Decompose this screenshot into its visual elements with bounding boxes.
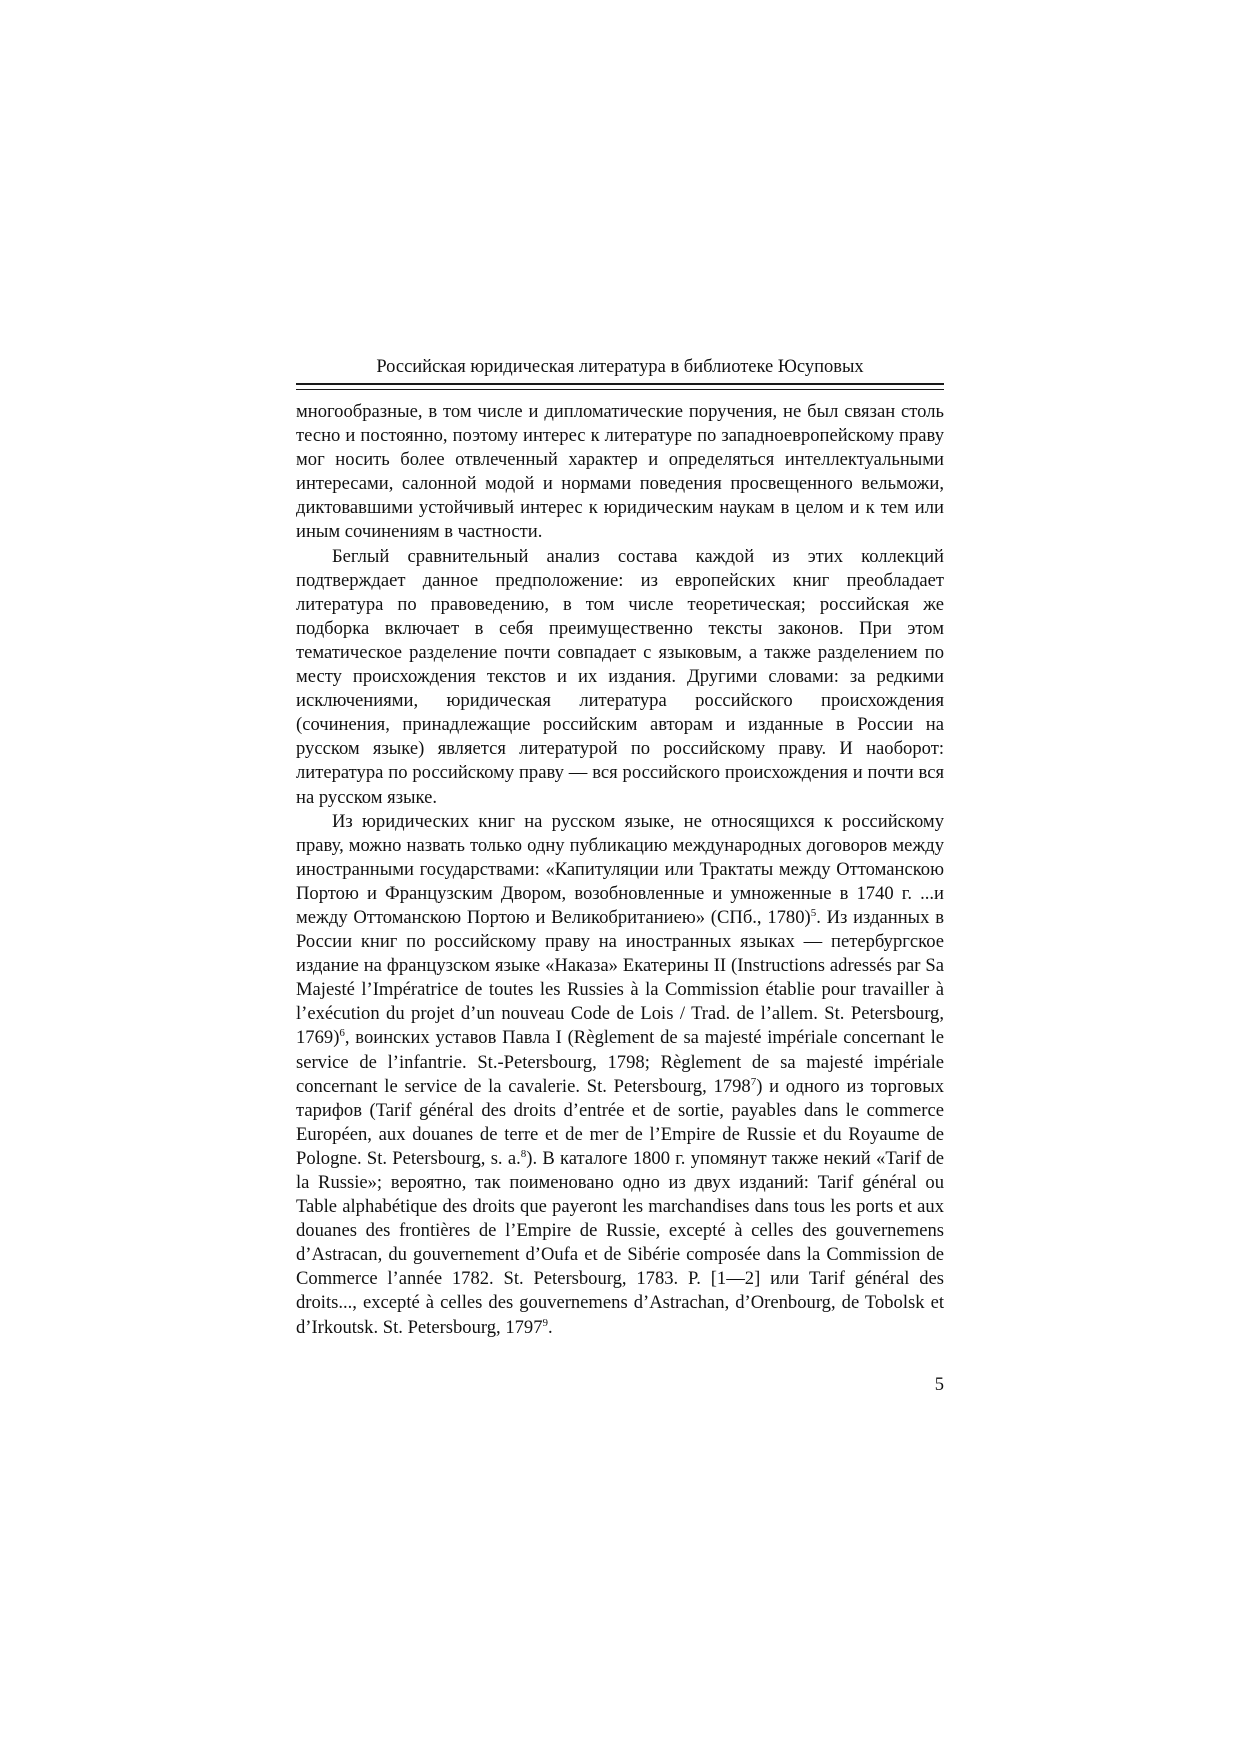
paragraph-text: многообразные, в том числе и дипломатические поручения, не был связан столь тесно и постоянно, поэтому интерес к литературе по западноевропейскому праву мог носить более отвлеченный характер и определяться интеллектуальными интересами, салонной модой и нормами поведения просвещенного вельможи, диктовавшими устойчивый интерес к юридическим наукам в целом и к тем или иным сочинениям в частности. bbox=[296, 401, 944, 543]
running-head: Российская юридическая литература в библиотеке Юсуповых bbox=[376, 357, 864, 377]
paragraph-text: ). В каталоге 1800 г. упомянут также некий «Tarif de la Russie»; вероятно, так поименовано одно из двух изданий: Tarif général ou Table alphabétique des droits que payeront les marchandises dans tous les ports et aux douanes des frontières de l’Empire de Russie, excepté à celles des gouvernemens d’Astracan, du gouvernement d’Oufa et de Sibérie composée dans la Commission de Commerce l’année 1782. St. Petersbourg, 1783. P. [1—2] или Tarif général des droits..., excepté à celles des gouvernemens d’Astrachan, d’Orenbourg, de Tobolsk et d’Irkoutsk. St. Petersbourg, 1797 bbox=[296, 1147, 944, 1338]
footnote-reference: 8 bbox=[520, 1147, 527, 1160]
page-number: 5 bbox=[934, 1375, 944, 1395]
paragraph-text: . bbox=[548, 1316, 553, 1338]
paragraph-text: Из юридических книг на русском языке, не относящихся к российскому праву, можно назвать только одну публикацию международных договоров между иностранными государствами: «Капитуляции или Трактаты между Оттоманскою Портою и Французским Двором, возобновленные и умноженные в 1740 г. ...и между Оттоманскою Портою и Великобританиею» (СПб., 1780) bbox=[296, 810, 944, 928]
paragraph bbox=[296, 810, 944, 1340]
body-text bbox=[296, 400, 944, 1340]
paragraph bbox=[296, 400, 944, 545]
paragraph-text: ) и одного из торговых тарифов (Tarif général des droits d’entrée et de sortie, payables dans le commerce Européen, aux douanes de terre et de mer de l’Empire de Russie et du Royaume de Pologne. St. Petersbourg, s. a. bbox=[296, 1075, 944, 1169]
footnote-reference: 9 bbox=[542, 1316, 549, 1329]
footnote-reference: 6 bbox=[339, 1027, 345, 1040]
paragraph-text: , воинских уставов Павла I (Règlement de sa majesté impériale concernant le service de l’infantrie. St.-Petersbourg, 1798; Règlement de sa majesté impériale concernant le service de la cavalerie. St. Petersbourg, 1798 bbox=[296, 1027, 944, 1097]
header-rule-thin bbox=[296, 389, 944, 390]
footnote-reference: 7 bbox=[750, 1075, 757, 1088]
paragraph-text: Беглый сравнительный анализ состава каждой из этих коллекций подтверждает данное предположение: из европейских книг преобладает литература по правоведению, в том числе теоретическая; российская же подборка включает в себя преимущественно тексты законов. При этом тематическое разделение почти совпадает с языковым, а также разделением по месту происхождения текстов и их издания. Другими словами: за редкими исключениями, юридическая литература российского происхождения (сочинения, принадлежащие российским авторам и изданные в России на русском языке) является литературой по российскому праву. И наоборот: литература по российскому праву — вся российского происхождения и почти вся на русском языке. bbox=[296, 545, 944, 808]
paragraph bbox=[296, 545, 944, 810]
paragraph-text: . Из изданных в России книг по российскому праву на иностранных языках — петербургское издание на французском языке «Наказа» Екатерины II (Instructions adressés par Sa Majesté l’Impératrice de toutes les Russies à la Commission établie pour travailler à l’exécution du projet d’un nouveau Code de Lois / Trad. de l’allem. St. Petersbourg, 1769) bbox=[296, 906, 944, 1049]
footnote-reference: 5 bbox=[810, 906, 817, 919]
header-rule-thick bbox=[296, 383, 944, 385]
